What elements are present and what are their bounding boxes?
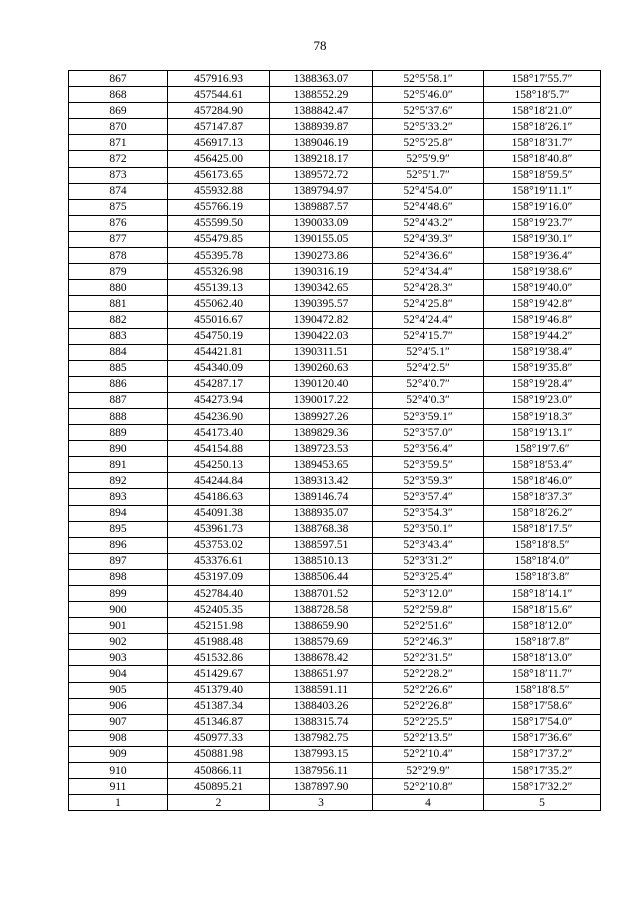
table-row xyxy=(69,344,601,360)
latitude-cell: 52°3′59.1″ xyxy=(373,408,484,424)
point-number-cell: 911 xyxy=(69,779,168,795)
x-coordinate-cell: 453753.02 xyxy=(168,537,270,553)
point-number-cell: 897 xyxy=(69,553,168,569)
x-coordinate-cell: 457284.90 xyxy=(168,103,270,119)
point-number-cell: 903 xyxy=(69,650,168,666)
longitude-cell: 158°18′37.3″ xyxy=(484,489,601,505)
point-number-cell: 873 xyxy=(69,167,168,183)
y-coordinate-cell: 1389927.26 xyxy=(270,408,373,424)
longitude-cell: 158°19′38.4″ xyxy=(484,344,601,360)
latitude-cell: 52°3′54.3″ xyxy=(373,505,484,521)
longitude-cell: 158°18′4.0″ xyxy=(484,553,601,569)
x-coordinate-cell: 455479.85 xyxy=(168,231,270,247)
x-coordinate-cell: 453197.09 xyxy=(168,569,270,585)
longitude-cell: 158°18′8.5″ xyxy=(484,682,601,698)
latitude-cell: 52°4′24.4″ xyxy=(373,312,484,328)
x-coordinate-cell: 453376.61 xyxy=(168,553,270,569)
point-number-cell: 901 xyxy=(69,618,168,634)
latitude-cell: 52°4′5.1″ xyxy=(373,344,484,360)
table-row xyxy=(69,296,601,312)
table-row xyxy=(69,87,601,103)
y-coordinate-cell: 1388678.42 xyxy=(270,650,373,666)
x-coordinate-cell: 457147.87 xyxy=(168,119,270,135)
y-coordinate-cell: 1389887.57 xyxy=(270,199,373,215)
point-number-cell: 892 xyxy=(69,473,168,489)
y-coordinate-cell: 1390273.86 xyxy=(270,248,373,264)
y-coordinate-cell: 1390422.03 xyxy=(270,328,373,344)
x-coordinate-cell: 455062.40 xyxy=(168,296,270,312)
longitude-cell: 158°18′15.6″ xyxy=(484,602,601,618)
column-number-cell: 4 xyxy=(373,795,484,811)
longitude-cell: 158°17′36.6″ xyxy=(484,730,601,746)
latitude-cell: 52°3′56.4″ xyxy=(373,441,484,457)
point-number-cell: 887 xyxy=(69,392,168,408)
table-row xyxy=(69,441,601,457)
y-coordinate-cell: 1389146.74 xyxy=(270,489,373,505)
latitude-cell: 52°2′28.2″ xyxy=(373,666,484,682)
point-number-cell: 874 xyxy=(69,183,168,199)
latitude-cell: 52°2′31.5″ xyxy=(373,650,484,666)
x-coordinate-cell: 455766.19 xyxy=(168,199,270,215)
table-row xyxy=(69,682,601,698)
table-row xyxy=(69,376,601,392)
x-coordinate-cell: 451379.40 xyxy=(168,682,270,698)
y-coordinate-cell: 1389046.19 xyxy=(270,135,373,151)
longitude-cell: 158°19′23.7″ xyxy=(484,215,601,231)
table-row xyxy=(69,473,601,489)
latitude-cell: 52°2′13.5″ xyxy=(373,730,484,746)
latitude-cell: 52°2′9.9″ xyxy=(373,763,484,779)
table-row xyxy=(69,392,601,408)
longitude-cell: 158°18′14.1″ xyxy=(484,586,601,602)
table-row xyxy=(69,746,601,762)
y-coordinate-cell: 1389829.36 xyxy=(270,425,373,441)
table-row xyxy=(69,505,601,521)
latitude-cell: 52°4′0.3″ xyxy=(373,392,484,408)
x-coordinate-cell: 455016.67 xyxy=(168,312,270,328)
longitude-cell: 158°18′40.8″ xyxy=(484,151,601,167)
table-body xyxy=(69,71,601,811)
y-coordinate-cell: 1387897.90 xyxy=(270,779,373,795)
table-row xyxy=(69,103,601,119)
point-number-cell: 909 xyxy=(69,746,168,762)
y-coordinate-cell: 1390120.40 xyxy=(270,376,373,392)
y-coordinate-cell: 1388315.74 xyxy=(270,714,373,730)
x-coordinate-cell: 454091.38 xyxy=(168,505,270,521)
table-row xyxy=(69,199,601,215)
table-row xyxy=(69,312,601,328)
latitude-cell: 52°2′26.6″ xyxy=(373,682,484,698)
table-row xyxy=(69,489,601,505)
x-coordinate-cell: 455599.50 xyxy=(168,215,270,231)
y-coordinate-cell: 1388701.52 xyxy=(270,586,373,602)
y-coordinate-cell: 1390342.65 xyxy=(270,280,373,296)
longitude-cell: 158°18′8.5″ xyxy=(484,537,601,553)
longitude-cell: 158°17′35.2″ xyxy=(484,763,601,779)
x-coordinate-cell: 454236.90 xyxy=(168,408,270,424)
x-coordinate-cell: 456917.13 xyxy=(168,135,270,151)
latitude-cell: 52°5′9.9″ xyxy=(373,151,484,167)
x-coordinate-cell: 452784.40 xyxy=(168,586,270,602)
y-coordinate-cell: 1389794.97 xyxy=(270,183,373,199)
y-coordinate-cell: 1388552.29 xyxy=(270,87,373,103)
point-number-cell: 910 xyxy=(69,763,168,779)
point-number-cell: 880 xyxy=(69,280,168,296)
longitude-cell: 158°19′42.8″ xyxy=(484,296,601,312)
y-coordinate-cell: 1390395.57 xyxy=(270,296,373,312)
latitude-cell: 52°3′31.2″ xyxy=(373,553,484,569)
point-number-cell: 871 xyxy=(69,135,168,151)
table-row xyxy=(69,553,601,569)
table-row xyxy=(69,71,601,87)
latitude-cell: 52°4′54.0″ xyxy=(373,183,484,199)
latitude-cell: 52°4′0.7″ xyxy=(373,376,484,392)
longitude-cell: 158°19′30.1″ xyxy=(484,231,601,247)
latitude-cell: 52°4′2.5″ xyxy=(373,360,484,376)
table-row xyxy=(69,167,601,183)
longitude-cell: 158°19′23.0″ xyxy=(484,392,601,408)
table-row xyxy=(69,634,601,650)
longitude-cell: 158°18′7.8″ xyxy=(484,634,601,650)
x-coordinate-cell: 457916.93 xyxy=(168,71,270,87)
x-coordinate-cell: 452405.35 xyxy=(168,602,270,618)
point-number-cell: 907 xyxy=(69,714,168,730)
point-number-cell: 890 xyxy=(69,441,168,457)
x-coordinate-cell: 453961.73 xyxy=(168,521,270,537)
y-coordinate-cell: 1390155.05 xyxy=(270,231,373,247)
point-number-cell: 883 xyxy=(69,328,168,344)
x-coordinate-cell: 456173.65 xyxy=(168,167,270,183)
table-row xyxy=(69,618,601,634)
longitude-cell: 158°18′3.8″ xyxy=(484,569,601,585)
latitude-cell: 52°4′28.3″ xyxy=(373,280,484,296)
longitude-cell: 158°17′55.7″ xyxy=(484,71,601,87)
point-number-cell: 896 xyxy=(69,537,168,553)
longitude-cell: 158°19′44.2″ xyxy=(484,328,601,344)
x-coordinate-cell: 451988.48 xyxy=(168,634,270,650)
x-coordinate-cell: 450895.21 xyxy=(168,779,270,795)
y-coordinate-cell: 1390033.09 xyxy=(270,215,373,231)
longitude-cell: 158°19′46.8″ xyxy=(484,312,601,328)
longitude-cell: 158°18′26.2″ xyxy=(484,505,601,521)
longitude-cell: 158°19′36.4″ xyxy=(484,248,601,264)
latitude-cell: 52°5′1.7″ xyxy=(373,167,484,183)
latitude-cell: 52°4′39.3″ xyxy=(373,231,484,247)
latitude-cell: 52°3′43.4″ xyxy=(373,537,484,553)
longitude-cell: 158°18′31.7″ xyxy=(484,135,601,151)
y-coordinate-cell: 1390311.51 xyxy=(270,344,373,360)
y-coordinate-cell: 1388363.07 xyxy=(270,71,373,87)
table-row xyxy=(69,151,601,167)
y-coordinate-cell: 1388659.90 xyxy=(270,618,373,634)
table-row xyxy=(69,650,601,666)
y-coordinate-cell: 1388768.38 xyxy=(270,521,373,537)
point-number-cell: 889 xyxy=(69,425,168,441)
table-row xyxy=(69,602,601,618)
longitude-cell: 158°19′16.0″ xyxy=(484,199,601,215)
table-row xyxy=(69,763,601,779)
latitude-cell: 52°2′26.8″ xyxy=(373,698,484,714)
y-coordinate-cell: 1389572.72 xyxy=(270,167,373,183)
latitude-cell: 52°3′12.0″ xyxy=(373,586,484,602)
table-row xyxy=(69,586,601,602)
x-coordinate-cell: 454154.88 xyxy=(168,441,270,457)
y-coordinate-cell: 1390472.82 xyxy=(270,312,373,328)
latitude-cell: 52°5′46.0″ xyxy=(373,87,484,103)
table-row xyxy=(69,215,601,231)
table-row xyxy=(69,248,601,264)
page-number: 78 xyxy=(313,38,327,53)
y-coordinate-cell: 1388651.97 xyxy=(270,666,373,682)
latitude-cell: 52°4′36.6″ xyxy=(373,248,484,264)
point-number-cell: 891 xyxy=(69,457,168,473)
y-coordinate-cell: 1387993.15 xyxy=(270,746,373,762)
x-coordinate-cell: 450977.33 xyxy=(168,730,270,746)
point-number-cell: 870 xyxy=(69,119,168,135)
longitude-cell: 158°17′37.2″ xyxy=(484,746,601,762)
longitude-cell: 158°19′40.0″ xyxy=(484,280,601,296)
longitude-cell: 158°18′21.0″ xyxy=(484,103,601,119)
point-number-cell: 882 xyxy=(69,312,168,328)
point-number-cell: 872 xyxy=(69,151,168,167)
y-coordinate-cell: 1388506.44 xyxy=(270,569,373,585)
latitude-cell: 52°2′25.5″ xyxy=(373,714,484,730)
latitude-cell: 52°2′10.8″ xyxy=(373,779,484,795)
y-coordinate-cell: 1388403.26 xyxy=(270,698,373,714)
latitude-cell: 52°5′37.6″ xyxy=(373,103,484,119)
longitude-cell: 158°18′17.5″ xyxy=(484,521,601,537)
column-number-cell: 1 xyxy=(69,795,168,811)
latitude-cell: 52°4′43.2″ xyxy=(373,215,484,231)
point-number-cell: 875 xyxy=(69,199,168,215)
point-number-cell: 888 xyxy=(69,408,168,424)
table-row xyxy=(69,264,601,280)
x-coordinate-cell: 450881.98 xyxy=(168,746,270,762)
x-coordinate-cell: 454173.40 xyxy=(168,425,270,441)
longitude-cell: 158°18′26.1″ xyxy=(484,119,601,135)
x-coordinate-cell: 454244.84 xyxy=(168,473,270,489)
x-coordinate-cell: 455395.78 xyxy=(168,248,270,264)
table-row xyxy=(69,135,601,151)
latitude-cell: 52°3′59.3″ xyxy=(373,473,484,489)
latitude-cell: 52°2′46.3″ xyxy=(373,634,484,650)
latitude-cell: 52°2′10.4″ xyxy=(373,746,484,762)
longitude-cell: 158°18′59.5″ xyxy=(484,167,601,183)
x-coordinate-cell: 454186.63 xyxy=(168,489,270,505)
latitude-cell: 52°3′50.1″ xyxy=(373,521,484,537)
longitude-cell: 158°17′58.6″ xyxy=(484,698,601,714)
longitude-cell: 158°17′54.0″ xyxy=(484,714,601,730)
y-coordinate-cell: 1388597.51 xyxy=(270,537,373,553)
table-row xyxy=(69,360,601,376)
point-number-cell: 878 xyxy=(69,248,168,264)
point-number-cell: 879 xyxy=(69,264,168,280)
x-coordinate-cell: 454287.17 xyxy=(168,376,270,392)
x-coordinate-cell: 454273.94 xyxy=(168,392,270,408)
latitude-cell: 52°3′59.5″ xyxy=(373,457,484,473)
table-row xyxy=(69,698,601,714)
table-row xyxy=(69,425,601,441)
latitude-cell: 52°4′15.7″ xyxy=(373,328,484,344)
longitude-cell: 158°18′11.7″ xyxy=(484,666,601,682)
y-coordinate-cell: 1388579.69 xyxy=(270,634,373,650)
latitude-cell: 52°4′34.4″ xyxy=(373,264,484,280)
point-number-cell: 877 xyxy=(69,231,168,247)
longitude-cell: 158°18′12.0″ xyxy=(484,618,601,634)
latitude-cell: 52°2′59.8″ xyxy=(373,602,484,618)
latitude-cell: 52°5′33.2″ xyxy=(373,119,484,135)
latitude-cell: 52°2′51.6″ xyxy=(373,618,484,634)
longitude-cell: 158°18′13.0″ xyxy=(484,650,601,666)
x-coordinate-cell: 450866.11 xyxy=(168,763,270,779)
point-number-cell: 869 xyxy=(69,103,168,119)
point-number-cell: 893 xyxy=(69,489,168,505)
table-row xyxy=(69,537,601,553)
point-number-cell: 881 xyxy=(69,296,168,312)
table-row xyxy=(69,457,601,473)
latitude-cell: 52°5′58.1″ xyxy=(373,71,484,87)
x-coordinate-cell: 451387.34 xyxy=(168,698,270,714)
x-coordinate-cell: 454750.19 xyxy=(168,328,270,344)
x-coordinate-cell: 454340.09 xyxy=(168,360,270,376)
longitude-cell: 158°19′35.8″ xyxy=(484,360,601,376)
point-number-cell: 894 xyxy=(69,505,168,521)
y-coordinate-cell: 1388510.13 xyxy=(270,553,373,569)
table-row xyxy=(69,666,601,682)
point-number-cell: 884 xyxy=(69,344,168,360)
table-row xyxy=(69,183,601,199)
table-row xyxy=(69,231,601,247)
longitude-cell: 158°18′46.0″ xyxy=(484,473,601,489)
y-coordinate-cell: 1388728.58 xyxy=(270,602,373,618)
point-number-cell: 899 xyxy=(69,586,168,602)
longitude-cell: 158°19′18.3″ xyxy=(484,408,601,424)
point-number-cell: 900 xyxy=(69,602,168,618)
x-coordinate-cell: 451346.87 xyxy=(168,714,270,730)
y-coordinate-cell: 1390017.22 xyxy=(270,392,373,408)
y-coordinate-cell: 1389453.65 xyxy=(270,457,373,473)
table-row xyxy=(69,521,601,537)
point-number-cell: 906 xyxy=(69,698,168,714)
x-coordinate-cell: 451532.86 xyxy=(168,650,270,666)
y-coordinate-cell: 1387982.75 xyxy=(270,730,373,746)
column-number-cell: 2 xyxy=(168,795,270,811)
latitude-cell: 52°4′25.8″ xyxy=(373,296,484,312)
point-number-cell: 908 xyxy=(69,730,168,746)
table-row xyxy=(69,408,601,424)
table-row xyxy=(69,328,601,344)
point-number-cell: 904 xyxy=(69,666,168,682)
point-number-cell: 905 xyxy=(69,682,168,698)
x-coordinate-cell: 457544.61 xyxy=(168,87,270,103)
y-coordinate-cell: 1388591.11 xyxy=(270,682,373,698)
longitude-cell: 158°19′7.6″ xyxy=(484,441,601,457)
y-coordinate-cell: 1389313.42 xyxy=(270,473,373,489)
longitude-cell: 158°17′32.2″ xyxy=(484,779,601,795)
longitude-cell: 158°19′13.1″ xyxy=(484,425,601,441)
column-number-row xyxy=(69,795,601,811)
point-number-cell: 876 xyxy=(69,215,168,231)
y-coordinate-cell: 1389218.17 xyxy=(270,151,373,167)
table-row xyxy=(69,280,601,296)
coordinates-table xyxy=(68,70,601,811)
x-coordinate-cell: 454421.81 xyxy=(168,344,270,360)
latitude-cell: 52°4′48.6″ xyxy=(373,199,484,215)
x-coordinate-cell: 455326.98 xyxy=(168,264,270,280)
table-row xyxy=(69,730,601,746)
table-row xyxy=(69,779,601,795)
y-coordinate-cell: 1390316.19 xyxy=(270,264,373,280)
latitude-cell: 52°5′25.8″ xyxy=(373,135,484,151)
x-coordinate-cell: 455932.88 xyxy=(168,183,270,199)
y-coordinate-cell: 1388842.47 xyxy=(270,103,373,119)
y-coordinate-cell: 1387956.11 xyxy=(270,763,373,779)
longitude-cell: 158°19′11.1″ xyxy=(484,183,601,199)
y-coordinate-cell: 1389723.53 xyxy=(270,441,373,457)
x-coordinate-cell: 452151.98 xyxy=(168,618,270,634)
y-coordinate-cell: 1388939.87 xyxy=(270,119,373,135)
point-number-cell: 902 xyxy=(69,634,168,650)
y-coordinate-cell: 1388935.07 xyxy=(270,505,373,521)
column-number-cell: 5 xyxy=(484,795,601,811)
latitude-cell: 52°3′25.4″ xyxy=(373,569,484,585)
x-coordinate-cell: 454250.13 xyxy=(168,457,270,473)
y-coordinate-cell: 1390260.63 xyxy=(270,360,373,376)
latitude-cell: 52°3′57.4″ xyxy=(373,489,484,505)
longitude-cell: 158°19′28.4″ xyxy=(484,376,601,392)
point-number-cell: 885 xyxy=(69,360,168,376)
x-coordinate-cell: 455139.13 xyxy=(168,280,270,296)
latitude-cell: 52°3′57.0″ xyxy=(373,425,484,441)
longitude-cell: 158°19′38.6″ xyxy=(484,264,601,280)
column-number-cell: 3 xyxy=(270,795,373,811)
point-number-cell: 868 xyxy=(69,87,168,103)
x-coordinate-cell: 456425.00 xyxy=(168,151,270,167)
x-coordinate-cell: 451429.67 xyxy=(168,666,270,682)
point-number-cell: 886 xyxy=(69,376,168,392)
point-number-cell: 895 xyxy=(69,521,168,537)
table-row xyxy=(69,569,601,585)
longitude-cell: 158°18′5.7″ xyxy=(484,87,601,103)
point-number-cell: 898 xyxy=(69,569,168,585)
longitude-cell: 158°18′53.4″ xyxy=(484,457,601,473)
point-number-cell: 867 xyxy=(69,71,168,87)
table-row xyxy=(69,714,601,730)
table-row xyxy=(69,119,601,135)
